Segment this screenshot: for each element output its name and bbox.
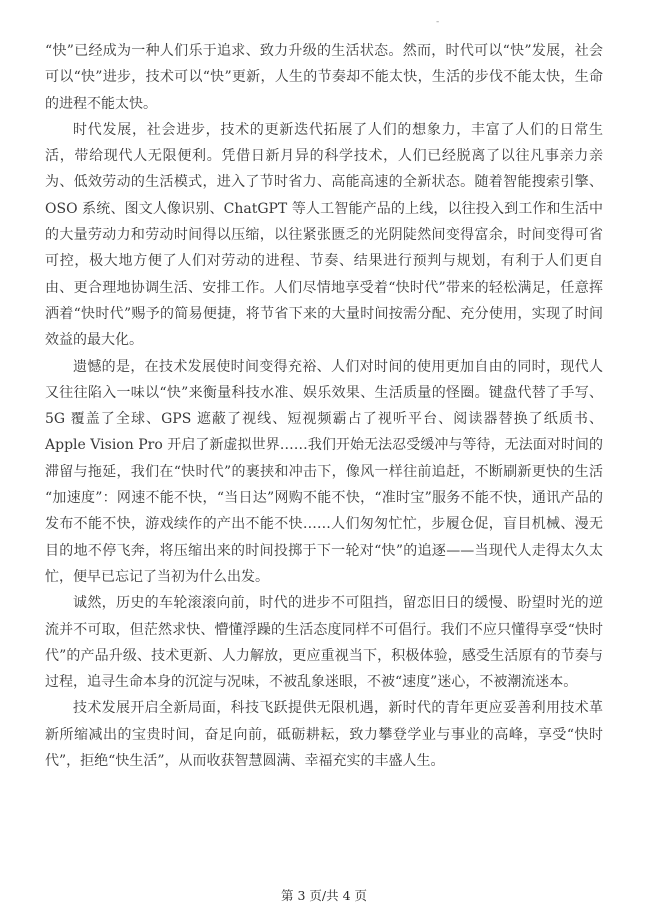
paragraph: 诚然，历史的车轮滚滚向前，时代的进步不可阻挡，留恋旧日的缓慢、盼望时光的逆流并不可取，但茫然求快、懵懂浮躁的生活态度同样不可倡行。我们不应只懂得享受“快时代”的产品升级、技术更新、人力解放，更应重视当下，积极体验，感受生活原有的节奏与过程，追寻生命本身的沉淀与况味，不被乱象迷眼，不被“速度”迷心，不被潮流迷本。: [45, 595, 603, 691]
paragraph: 遗憾的是，在技术发展使时间变得充裕、人们对时间的使用更加自由的同时，现代人又往往陷入一味以“快”来衡量科技水准、娱乐效果、生活质量的怪圈。键盘代替了手写、5G 覆盖了全球、GPS 遮蔽了视线、短视频霸占了视听平台、阅读器替换了纸质书、Apple Vision Pro 开启了新虚拟世界……我们开始无法忍受缓冲与等待，无法面对时间的滞留与拖延，我们在“快时代”的裹挟和冲击下，像风一样往前追赶，不断刷新更快的生活“加速度”：网速不能不快，“当日达”网购不能不快，“准时宝”服务不能不快，通讯产品的发布不能不快，游戏续作的产出不能不快……人们匆匆忙忙，步履仓促，盲目机械、漫无目的地不停飞奔，将压缩出来的时间投掷于下一轮对“快”的追逐——当现代人走得太久太忙，便早已忘记了当初为什么出发。: [45, 358, 603, 585]
paragraph: 技术发展开启全新局面，科技飞跃提供无限机遇，新时代的青年更应妥善利用技术革新所缩减出的宝贵时间，奋足向前，砥砺耕耘，致力攀登学业与事业的高峰，享受“快时代”，拒绝“快生活”，从而收获智慧圆满、幸福充实的丰盛人生。: [45, 700, 603, 770]
page-number: 第 3 页/共 4 页: [280, 888, 367, 903]
essay-body: [45, 38, 603, 774]
paragraph: 时代发展，社会进步，技术的更新迭代拓展了人们的想象力，丰富了人们的日常生活，带给现代人无限便利。凭借日新月异的科学技术，人们已经脱离了以往凡事亲力亲为、低效劳动的生活模式，进入了节时省力、高能高速的全新状态。随着智能搜索引擎、OSO 系统、图文人像识别、ChatGPT 等人工智能产品的上线，以往投入到工作和生活中的大量劳动力和劳动时间得以压缩，以往紧张匮乏的光阴陡然间变得富余，时间变得可省可控，极大地方便了人们对劳动的进程、节奏、结果进行预判与规划，有利于人们更自由、更合理地协调生活、安排工作。人们尽情地享受着“快时代”带来的轻松满足，任意挥洒着“快时代”赐予的简易便捷，将节省下来的大量时间按需分配、充分使用，实现了时间效益的最大化。: [45, 121, 603, 349]
stray-mark: -: [436, 17, 440, 27]
paragraph-continuation: “快”已经成为一种人们乐于追求、致力升级的生活状态。然而，时代可以“快”发展，社会可以“快”进步，技术可以“快”更新，人生的节奏却不能太快，生活的步伐不能太快，生命的进程不能太快。: [45, 43, 603, 112]
